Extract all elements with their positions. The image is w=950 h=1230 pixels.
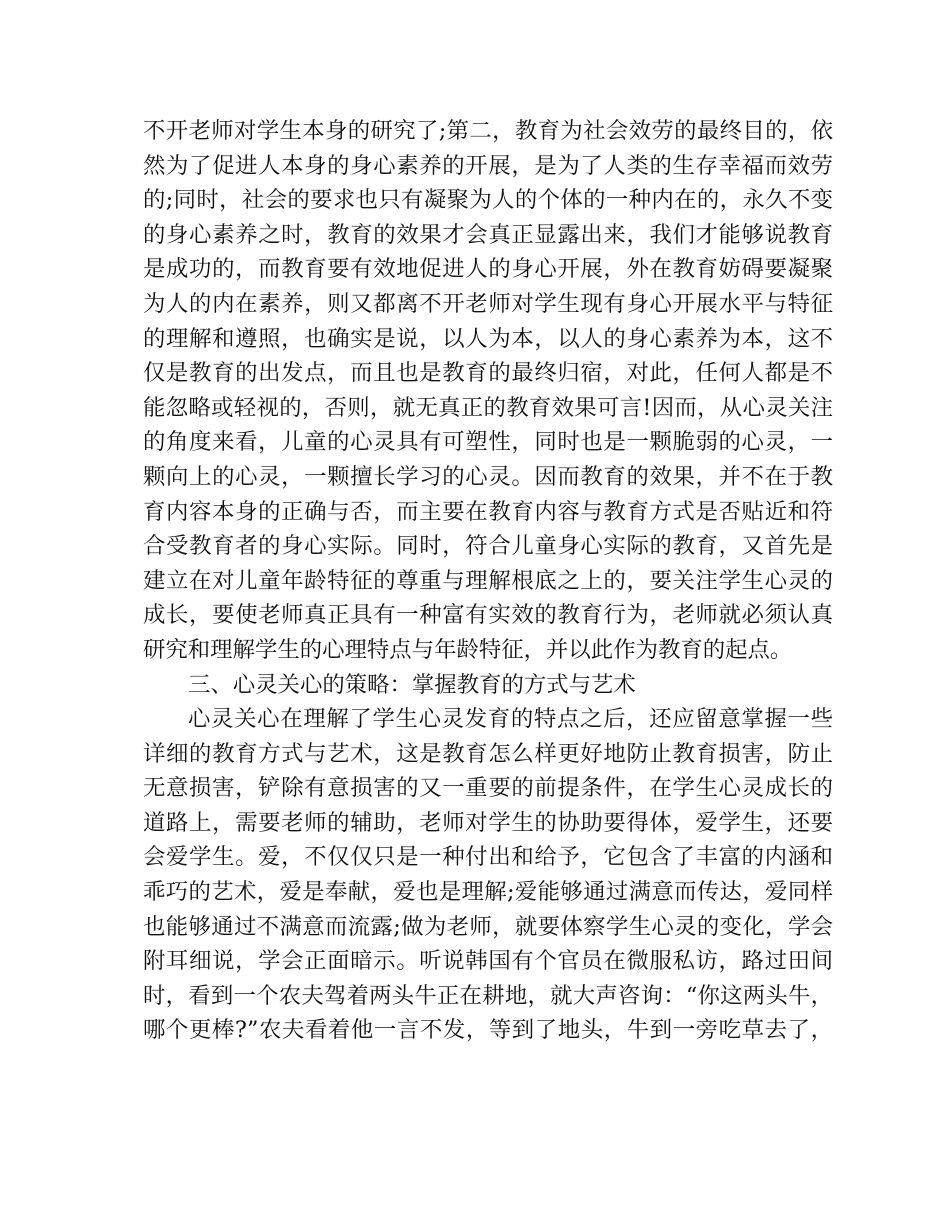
text-line: 附耳细说，学会正面暗示。听说韩国有个官员在微服私访，路过田间 (143, 948, 833, 975)
text-line: 无意损害，铲除有意损害的又一重要的前提条件，在学生心灵成长的 (143, 775, 833, 802)
text-line: 合受教育者的身心实际。同时，符合儿童身心实际的教育，又首先是 (143, 533, 833, 560)
text-line: 育内容本身的正确与否，而主要在教育内容与教育方式是否贴近和符 (143, 498, 833, 525)
text-line: 仅是教育的出发点，而且也是教育的最终归宿，对此，任何人都是不 (143, 360, 833, 387)
text-line: 成长，要使老师真正具有一种富有实效的教育行为，老师就必须认真 (143, 602, 833, 629)
text-line: 心灵关心在理解了学生心灵发育的特点之后，还应留意掌握一些 (188, 706, 833, 733)
text-line: 的身心素养之时，教育的效果才会真正显露出来，我们才能够说教育 (143, 221, 833, 248)
text-line: 的;同时，社会的要求也只有凝聚为人的个体的一种内在的，永久不变 (143, 187, 833, 214)
text-line: 能忽略或轻视的，否则，就无真正的教育效果可言!因而，从心灵关注 (143, 394, 833, 421)
text-line: 道路上，需要老师的辅助，老师对学生的协助要得体，爱学生，还要 (143, 809, 833, 836)
text-line: 为人的内在素养，则又都离不开老师对学生现有身心开展水平与特征 (143, 290, 833, 317)
text-line: 的角度来看，儿童的心灵具有可塑性，同时也是一颗脆弱的心灵，一 (143, 429, 833, 456)
body-text (143, 114, 833, 1048)
text-line: 不开老师对学生本身的研究了;第二，教育为社会效劳的最终目的，依 (143, 118, 833, 144)
text-line: 也能够通过不满意而流露;做为老师，就要体察学生心灵的变化，学会 (143, 913, 833, 940)
text-line: 的理解和遵照，也确实是说，以人为本，以人的身心素养为本，这不 (143, 325, 833, 352)
text-line: 会爱学生。爱，不仅仅只是一种付出和给予，它包含了丰富的内涵和 (143, 844, 833, 871)
text-line: 是成功的，而教育要有效地促进人的身心开展，外在教育妨碍要凝聚 (143, 256, 833, 283)
text-line: 建立在对儿童年龄特征的尊重与理解根底之上的，要关注学生心灵的 (143, 567, 833, 594)
text-line: 哪个更棒?”农夫看着他一言不发，等到了地头，牛到一旁吃草去了， (143, 1017, 833, 1044)
text-line: 颗向上的心灵，一颗擅长学习的心灵。因而教育的效果，并不在于教 (143, 463, 833, 490)
text-line: 然为了促进人本身的身心素养的开展，是为了人类的生存幸福而效劳 (143, 152, 833, 179)
text-line: 详细的教育方式与艺术，这是教育怎么样更好地防止教育损害，防止 (143, 740, 833, 767)
text-line: 研究和理解学生的心理特点与年龄特征，并以此作为教育的起点。 (143, 636, 793, 663)
text-line: 时，看到一个农夫驾着两头牛正在耕地，就大声咨询：“你这两头牛， (143, 982, 833, 1009)
section-heading: 三、心灵关心的策略：掌握教育的方式与艺术 (188, 671, 636, 698)
text-line: 乖巧的艺术，爱是奉献，爱也是理解;爱能够通过满意而传达，爱同样 (143, 879, 833, 906)
